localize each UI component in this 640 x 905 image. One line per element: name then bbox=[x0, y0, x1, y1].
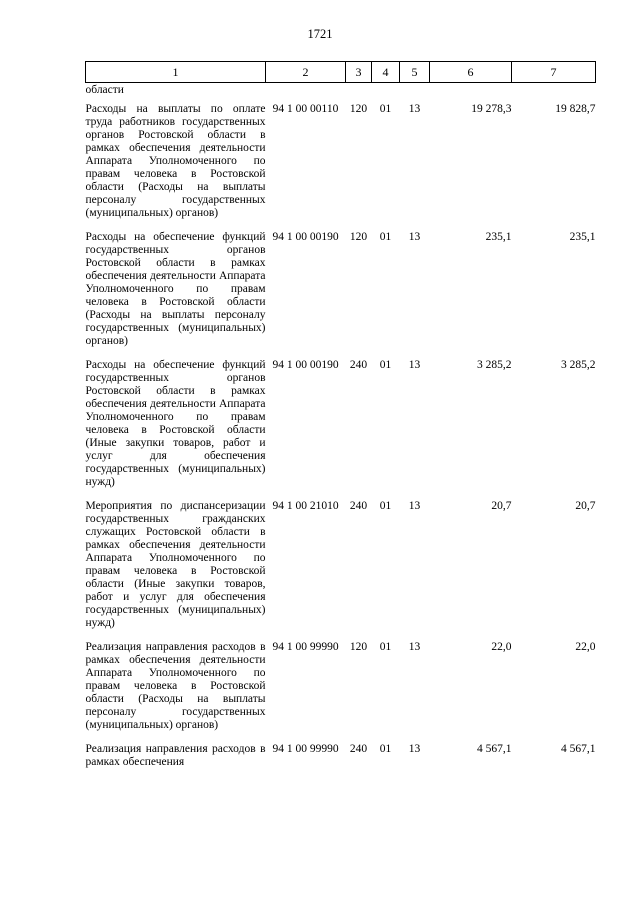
row-amount-year1: 4 567,1 bbox=[477, 743, 512, 755]
row-section: 01 bbox=[379, 231, 392, 243]
column-header: 4 bbox=[372, 62, 400, 83]
continuation-text: области bbox=[85, 84, 124, 96]
table-row bbox=[86, 223, 596, 351]
row-target-article: 94 1 00 99990 bbox=[272, 641, 339, 653]
table-row bbox=[86, 492, 596, 633]
row-subsection: 13 bbox=[408, 103, 421, 115]
row-amount-year1: 22,0 bbox=[491, 641, 512, 653]
row-subsection: 13 bbox=[408, 743, 421, 755]
row-description: Реализация направления расходов в рамках обеспечения bbox=[85, 743, 266, 768]
row-subsection: 13 bbox=[408, 500, 421, 512]
row-target-article: 94 1 00 00190 bbox=[272, 231, 339, 243]
row-amount-year2: 3 285,2 bbox=[561, 359, 596, 371]
row-section: 01 bbox=[379, 103, 392, 115]
table-row bbox=[86, 633, 596, 735]
row-expense-type: 120 bbox=[349, 641, 368, 653]
row-expense-type: 240 bbox=[349, 500, 368, 512]
row-amount-year2: 22,0 bbox=[575, 641, 596, 653]
row-description: Расходы на выплаты по оплате труда работников государственных органов Ростовской области в рамках обеспечения деятельности Аппарата Уполномоченного по правам человека в Ростовской области (Расходы на выплаты персоналу государственных (муниципальных) органов) bbox=[85, 103, 266, 219]
row-expense-type: 240 bbox=[349, 743, 368, 755]
row-amount-year2: 20,7 bbox=[575, 500, 596, 512]
row-expense-type: 120 bbox=[349, 231, 368, 243]
row-target-article: 94 1 00 00190 bbox=[272, 359, 339, 371]
row-amount-year1: 20,7 bbox=[491, 500, 512, 512]
row-description: Расходы на обеспечение функций государственных органов Ростовской области в рамках обеспечения деятельности Аппарата Уполномоченного по правам человека в Ростовской области (Расходы на выплаты персоналу государственных (муниципальных) органов) bbox=[85, 231, 266, 347]
table-row bbox=[86, 351, 596, 492]
row-description: Реализация направления расходов в рамках обеспечения деятельности Аппарата Уполномоченного по правам человека в Ростовской области (Расходы на выплаты персоналу государственных (муниципальных) органов) bbox=[85, 641, 266, 731]
row-amount-year2: 235,1 bbox=[569, 231, 596, 243]
page-number: 1721 bbox=[307, 27, 333, 41]
budget-table bbox=[85, 61, 596, 772]
column-header: 1 bbox=[86, 62, 266, 83]
row-section: 01 bbox=[379, 359, 392, 371]
column-header: 5 bbox=[400, 62, 430, 83]
row-subsection: 13 bbox=[408, 641, 421, 653]
row-subsection: 13 bbox=[408, 359, 421, 371]
table-row-continuation bbox=[86, 83, 596, 98]
row-description: Расходы на обеспечение функций государственных органов Ростовской области в рамках обеспечения деятельности Аппарата Уполномоченного по правам человека в Ростовской области (Иные закупки товаров, работ и услуг для обеспечения государственных (муниципальных) нужд) bbox=[85, 359, 266, 488]
row-target-article: 94 1 00 00110 bbox=[272, 103, 339, 115]
table-header-row bbox=[86, 62, 596, 83]
table-row bbox=[86, 735, 596, 772]
column-header: 7 bbox=[512, 62, 596, 83]
column-header: 2 bbox=[266, 62, 346, 83]
row-target-article: 94 1 00 99990 bbox=[272, 743, 339, 755]
table-row bbox=[86, 97, 596, 223]
row-target-article: 94 1 00 21010 bbox=[272, 500, 339, 512]
row-expense-type: 120 bbox=[349, 103, 368, 115]
row-amount-year1: 3 285,2 bbox=[477, 359, 512, 371]
row-section: 01 bbox=[379, 743, 392, 755]
row-amount-year2: 4 567,1 bbox=[561, 743, 596, 755]
row-amount-year1: 235,1 bbox=[485, 231, 512, 243]
column-header: 6 bbox=[430, 62, 512, 83]
row-subsection: 13 bbox=[408, 231, 421, 243]
row-description: Мероприятия по диспансеризации государственных гражданских служащих Ростовской области в рамках обеспечения деятельности Аппарата Уполномоченного по правам человека в Ростовской области (Иные закупки товаров, работ и услуг для обеспечения государственных (муниципальных) нужд) bbox=[85, 500, 266, 629]
row-amount-year2: 19 828,7 bbox=[555, 103, 596, 115]
row-expense-type: 240 bbox=[349, 359, 368, 371]
row-amount-year1: 19 278,3 bbox=[471, 103, 512, 115]
row-section: 01 bbox=[379, 500, 392, 512]
row-section: 01 bbox=[379, 641, 392, 653]
column-header: 3 bbox=[346, 62, 372, 83]
